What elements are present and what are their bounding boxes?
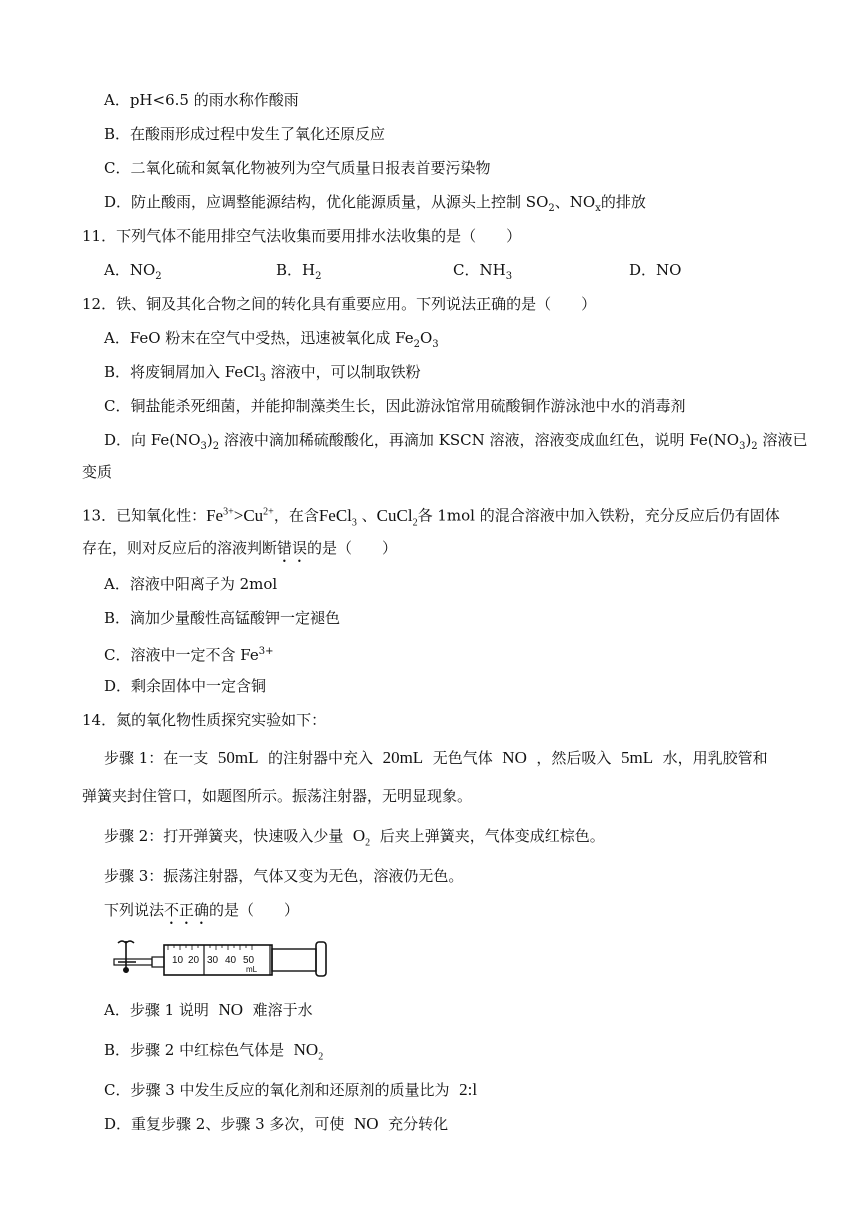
cucl2-formula: CuCl$_2$ [376,505,418,529]
q11-option-b: B．$H_2$ [276,261,322,282]
q12-stem: 12．铁、铜及其化合物之间的转化具有重要应用。下列说法正确的是（ ） [82,295,597,313]
q12-option-d: D．向 $Fe(NO_3)_2$ 溶液中滴加稀硫酸酸化，再滴加 KSCN 溶液，溶液变成血红色，说明 $Fe(NO_3)_2$ 溶液已 [104,431,808,452]
q12-option-c: C．铜盐能杀死细菌，并能抑制藻类生长，因此游泳馆常用硫酸铜作游泳池中水的消毒剂 [104,397,686,415]
q10-option-a: A．pH<6.5 的雨水称作酸雨 [104,91,299,109]
q13-option-c: C．溶液中一定不含 $Fe^{3+}$ [104,646,274,664]
q13-option-a: A．溶液中阳离子为 2mol [104,575,278,593]
q14-option-c: C．步骤 3 中发生反应的氧化剂和还原剂的质量比为 2:l [104,1080,478,1099]
q13-stem-line1: 13．已知氧化性：$Fe^{3+}>Cu^{2+}$，在含FeCl$_3$ 、CuCl$_2$各 1mol 的混合溶液中加入铁粉，充分反应后仍有固体 [82,505,780,529]
q10-option-c: C．二氧化硫和氮氧化物被列为空气质量日报表首要污染物 [104,159,491,177]
tick-label: 40 [225,955,237,966]
q14-step1-cont: 弹簧夹封住管口，如题图所示。振荡注射器，无明显现象。 [82,787,473,805]
q14-step1: 步骤 1：在一支 50mL 的注射器中充入 20mL 无色气体 NO ，然后吸入 5mL 水，用乳胶管和 [104,748,768,767]
q11-option-a: A．$NO_2$ [104,261,162,282]
fecl3-formula: FeCl$_3$ [318,505,357,529]
q14-step2: 步骤 2：打开弹簧夹，快速吸入少量 $O_2$ 后夹上弹簧夹，气体变成红棕色。 [104,826,605,849]
fe-ion: $Fe^{3+}>Cu^{2+}$ [206,505,274,525]
q13-stem-line2: 存在，则对反应后的溶液判断错误的是（ ） [82,539,398,557]
q12-option-d-cont: 变质 [82,463,113,481]
q11-stem: 11．下列气体不能用排空气法收集而要用排水法收集的是（ ） [82,227,522,245]
q14-stem: 14．氮的氧化物性质探究实验如下： [82,711,327,729]
syringe-figure [112,938,334,980]
q11-option-c: C．$NH_3$ [453,261,513,282]
q10-option-b: B．在酸雨形成过程中发生了氧化还原反应 [104,125,386,143]
q14-ask: 下列说法不正确的是（ ） [104,901,300,919]
q13-option-d: D．剩余固体中一定含铜 [104,677,267,695]
spring-clip-icon [118,941,136,973]
tick-label: 30 [207,955,219,966]
q10-option-d: D．防止酸雨，应调整能源结构，优化能源质量，从源头上控制 $SO_2$、$NO_x$的排放 [104,193,646,214]
q12-option-b: B．将废铜屑加入 FeCl$_3$ 溶液中，可以制取铁粉 [104,363,421,384]
q14-option-d: D．重复步骤 2、步骤 3 多次，可使 NO 充分转化 [104,1114,449,1133]
unit-label: mL [246,965,258,974]
tick-label: 10 [172,955,184,966]
plunger-end [316,942,326,976]
q14-option-a: A．步骤 1 说明 NO 难溶于水 [104,1000,313,1019]
q13-option-b: B．滴加少量酸性高锰酸钾一定褪色 [104,609,341,627]
q14-step3: 步骤 3：振荡注射器，气体又变为无色，溶液仍无色。 [104,867,464,885]
q11-option-d: D．NO [629,261,682,279]
tick-label: 20 [188,955,200,966]
plunger [272,949,316,971]
tick-label: 50 [243,955,255,966]
q14-option-b: B．步骤 2 中红棕色气体是 $NO_2$ [104,1040,324,1063]
q12-option-a: A．FeO 粉末在空气中受热，迅速被氧化成 $Fe_2O_3$ [104,329,439,350]
